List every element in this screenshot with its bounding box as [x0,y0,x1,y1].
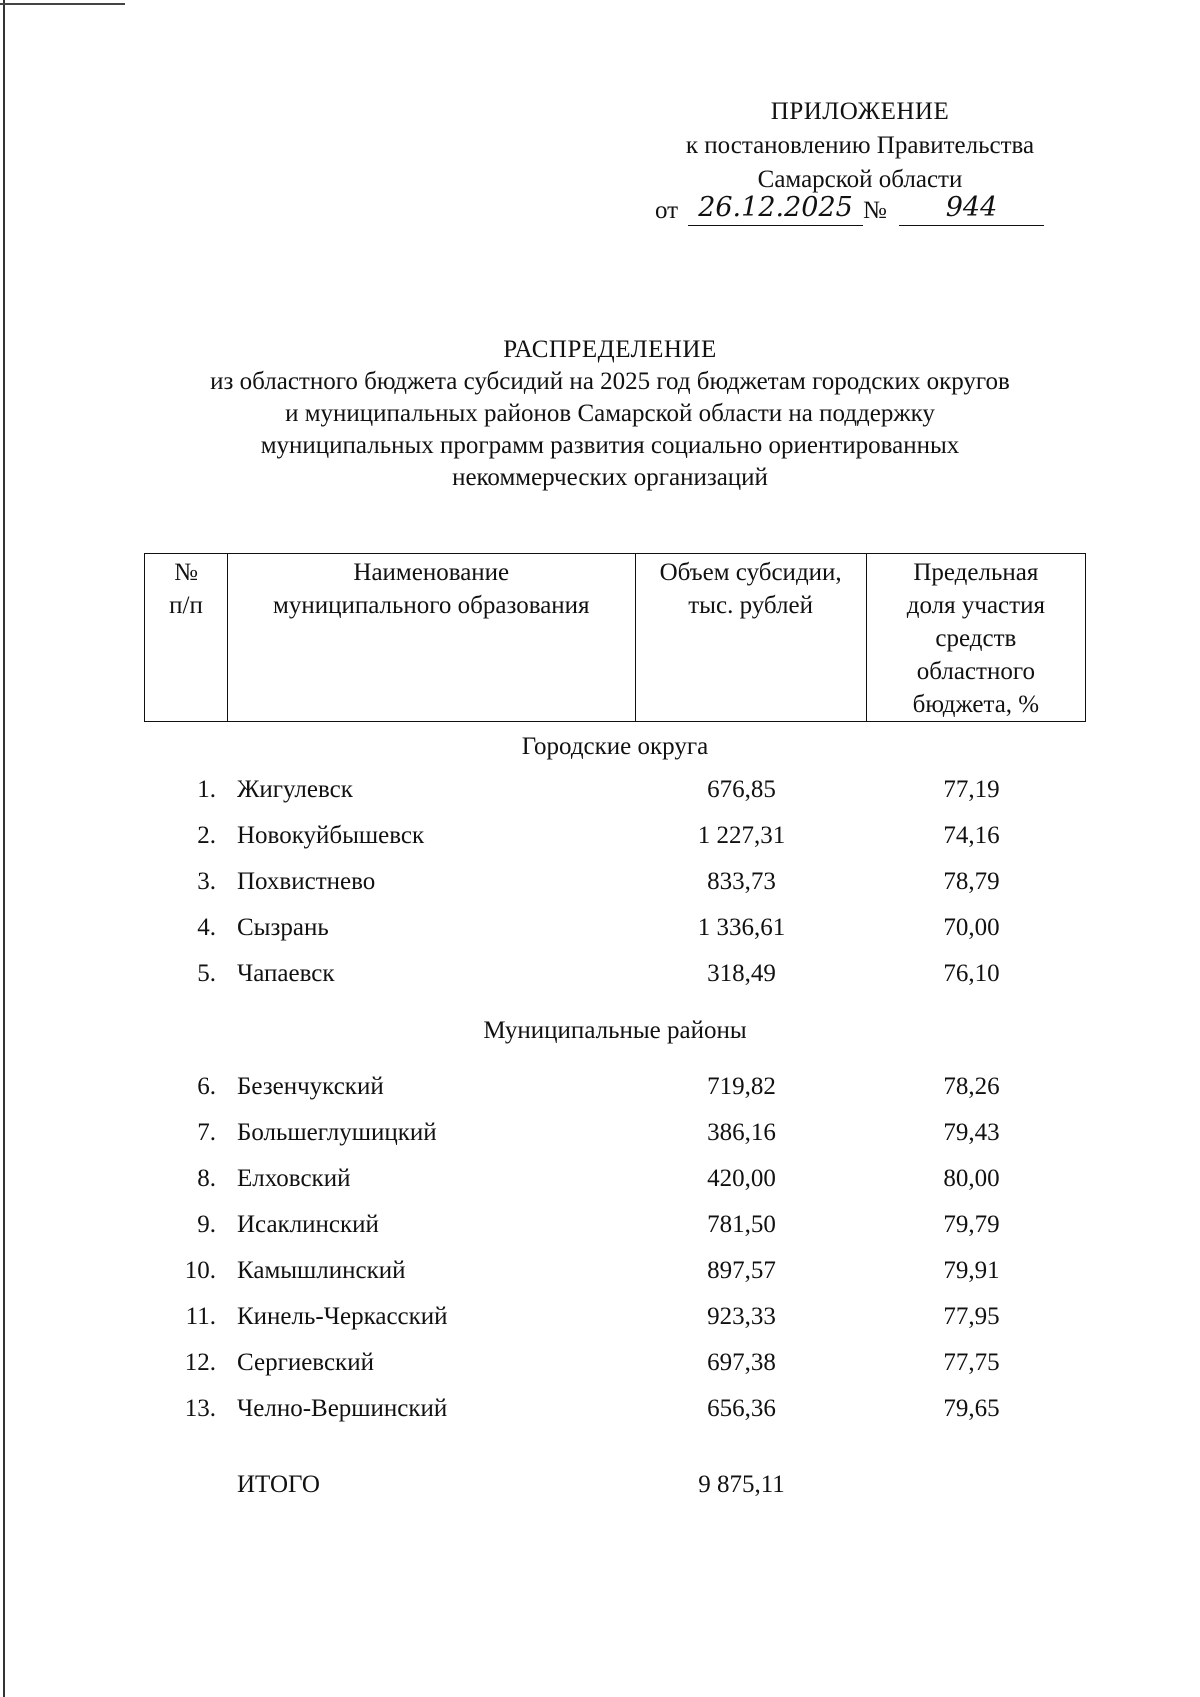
header-amount: Объем субсидии, тыс. рублей [635,554,866,722]
title-line-2: и муниципальных районов Самарской области на поддержку [285,400,935,427]
page-border-top [0,3,125,5]
table-row: 3. Похвистнево 833,73 78,79 [197,868,1000,895]
header-number: № п/п [145,554,228,722]
total-label: ИТОГО [237,1471,320,1498]
section-title-municipal-districts: Муниципальные районы [483,1017,747,1044]
appendix-header [640,95,1080,197]
table-row: 6. Безенчукский 719,82 78,26 [197,1073,1000,1100]
title-line-1: из областного бюджета субсидий на 2025 год бюджетам городских округов [210,368,1010,395]
header-name: Наименование муниципального образования [228,554,635,722]
resolution-date: 26.12.2025 [688,191,863,226]
title-line-3: муниципальных программ развития социально ориентированных [260,432,960,459]
table-row: 5. Чапаевск 318,49 76,10 [197,960,1000,987]
table-row: 1. Жигулевск 676,85 77,19 [197,776,1000,803]
table-row: 8. Елховский 420,00 80,00 [197,1165,1000,1192]
page-border-left [3,0,5,1697]
table-row: 4. Сызрань 1 336,61 70,00 [197,914,1000,941]
document-title-block [120,334,1100,494]
table-row: 9. Исаклинский 781,50 79,79 [197,1211,1000,1238]
table-row: 7. Большеглушицкий 386,16 79,43 [197,1119,1000,1146]
date-prefix: от [655,197,679,224]
appendix-line-3: Самарской области [757,166,963,193]
section-title-city-districts: Городские округа [521,733,709,760]
table-row: 13. Челно-Вершинский 656,36 79,65 [184,1395,1000,1422]
title-line-4: некоммерческих организаций [452,464,768,491]
table-row: 11. Кинель-Черкасский 923,33 77,95 [185,1303,1000,1330]
total-row [144,1468,1086,1502]
resolution-number: 944 [899,191,1044,226]
resolution-reference [655,192,1055,231]
appendix-title: ПРИЛОЖЕНИЕ [770,98,950,125]
table-row: 10. Камышлинский 897,57 79,91 [184,1257,1000,1284]
table-row: 2. Новокуйбышевск 1 227,31 74,16 [197,822,1000,849]
appendix-line-2: к постановлению Правительства [685,132,1035,159]
header-share: Предельная доля участия средств областного бюджета, % [866,554,1085,722]
document-title: РАСПРЕДЕЛЕНИЕ [503,336,717,363]
table-header [144,553,1086,722]
number-sign: № [863,197,887,224]
total-amount: 9 875,11 [698,1471,785,1498]
table-row: 12. Сергиевский 697,38 77,75 [184,1349,1000,1376]
